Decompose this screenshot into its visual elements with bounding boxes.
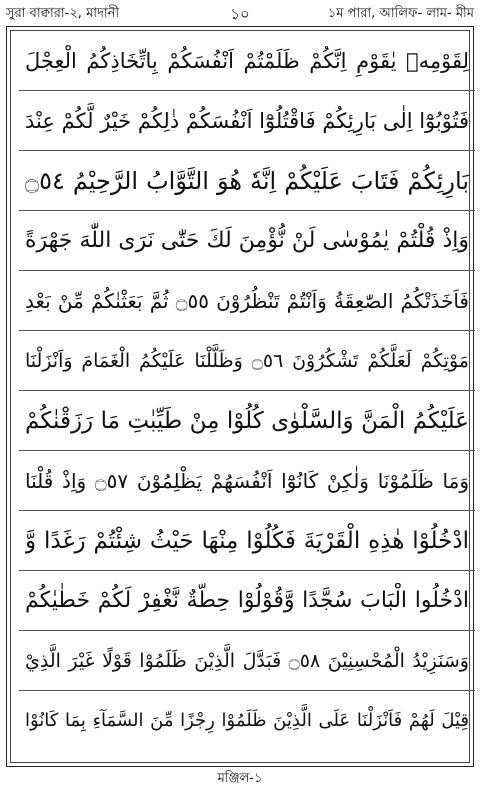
verse-line-text: مَوْتِكُمْ لَعَلَّكُمْ تَشْكُرُوْنَ ۝٥٦ وَظَلَّلْنَا عَلَيْكُمُ الْغَمَامَ وَاَنْزَلْنَا [25, 350, 469, 372]
verse-line-text: ادْخُلُوْا هٰذِهِ الْقَرْيَةَ فَكُلُوْا مِنْهَا حَيْثُ شِئْتُمْ رَغَدًا وَّ [25, 528, 469, 554]
surah-name-label: সুরা বাক্বারা-২, মাদানী [6, 6, 120, 21]
verse-line-text: فَتُوْبُوْٓا اِلٰى بَارِئِكُمْ فَاقْتُلُوْٓا اَنْفُسَكُمْ ذٰلِكُمْ خَيْرٌ لَّكُمْ عِنْدَ [25, 109, 469, 133]
verse-line [19, 633, 475, 691]
verse-line [19, 93, 475, 151]
page-header [0, 0, 480, 26]
verse-line-text: عَلَيْكُمُ الْمَنَّ وَالسَّلْوٰى كُلُوْا مِنْ طَيِّبٰتِ مَا رَزَقْنٰكُمْ [25, 408, 469, 434]
text-frame [6, 26, 474, 767]
page-number: ১০ [230, 5, 250, 23]
verse-line [19, 573, 475, 631]
verse-line-text: وَاِذْ قُلْتُمْ يٰمُوْسٰى لَنْ نُّؤْمِنَ لَكَ حَتّٰى نَرَى اللّٰهَ جَهْرَةً [25, 228, 469, 253]
verse-line [19, 453, 475, 511]
verse-line [19, 153, 475, 211]
verse-line [19, 693, 475, 751]
verse-line [19, 393, 475, 451]
verse-line-text: لِقَوْمِهٖ يٰقَوْمِ اِنَّكُمْ ظَلَمْتُمْ اَنْفُسَكُمْ بِاتِّخَاذِكُمُ الْعِجْلَ [25, 49, 469, 73]
verse-line [19, 513, 475, 571]
verse-line-text: وَمَا ظَلَمُوْنَا وَلٰكِنْ كَانُوْٓا اَنْفُسَهُمْ يَظْلِمُوْنَ ۝٥٧ وَاِذْ قُلْنَا [25, 469, 469, 493]
para-name-label: ১ম পারা, আলিফ- লাম- মীম [327, 6, 474, 21]
verse-line [19, 213, 475, 271]
verse-line [19, 273, 475, 331]
verse-line-text: بَارِئِكُمْ فَتَابَ عَلَيْكُمْ اِنَّهٗ هُوَ التَّوَّابُ الرَّحِيْمُ ۝٥٤ [25, 167, 469, 195]
verse-line-text: قِيْلَ لَهُمْ فَاَنْزَلْنَا عَلَى الَّذِيْنَ ظَلَمُوْا رِجْزًا مِّنَ السَّمَآءِ بِمَا كَانُوْا [25, 710, 469, 731]
manzil-footer: মঞ্জিল-১ [217, 771, 263, 786]
verse-line-text: وَسَنَزِيْدُ الْمُحْسِنِيْنَ ۝٥٨ فَبَدَّلَ الَّذِيْنَ ظَلَمُوْا قَوْلًا غَيْرَ الَّذِيْ [25, 650, 469, 672]
verse-line [19, 33, 475, 91]
verse-line-text: فَاَخَذَتْكُمُ الصّٰعِقَةُ وَاَنْتُمْ تَنْظُرُوْنَ ۝٥٥ ثُمَّ بَعَثْنٰكُمْ مِّنْ بَعْدِ [25, 289, 469, 313]
verse-line [19, 333, 475, 391]
verse-line-text: ادْخُلُوا الْبَابَ سُجَّدًا وَّقُوْلُوْا حِطَّةٌ نَّغْفِرْ لَكُمْ خَطٰيٰكُمْ [25, 588, 469, 613]
